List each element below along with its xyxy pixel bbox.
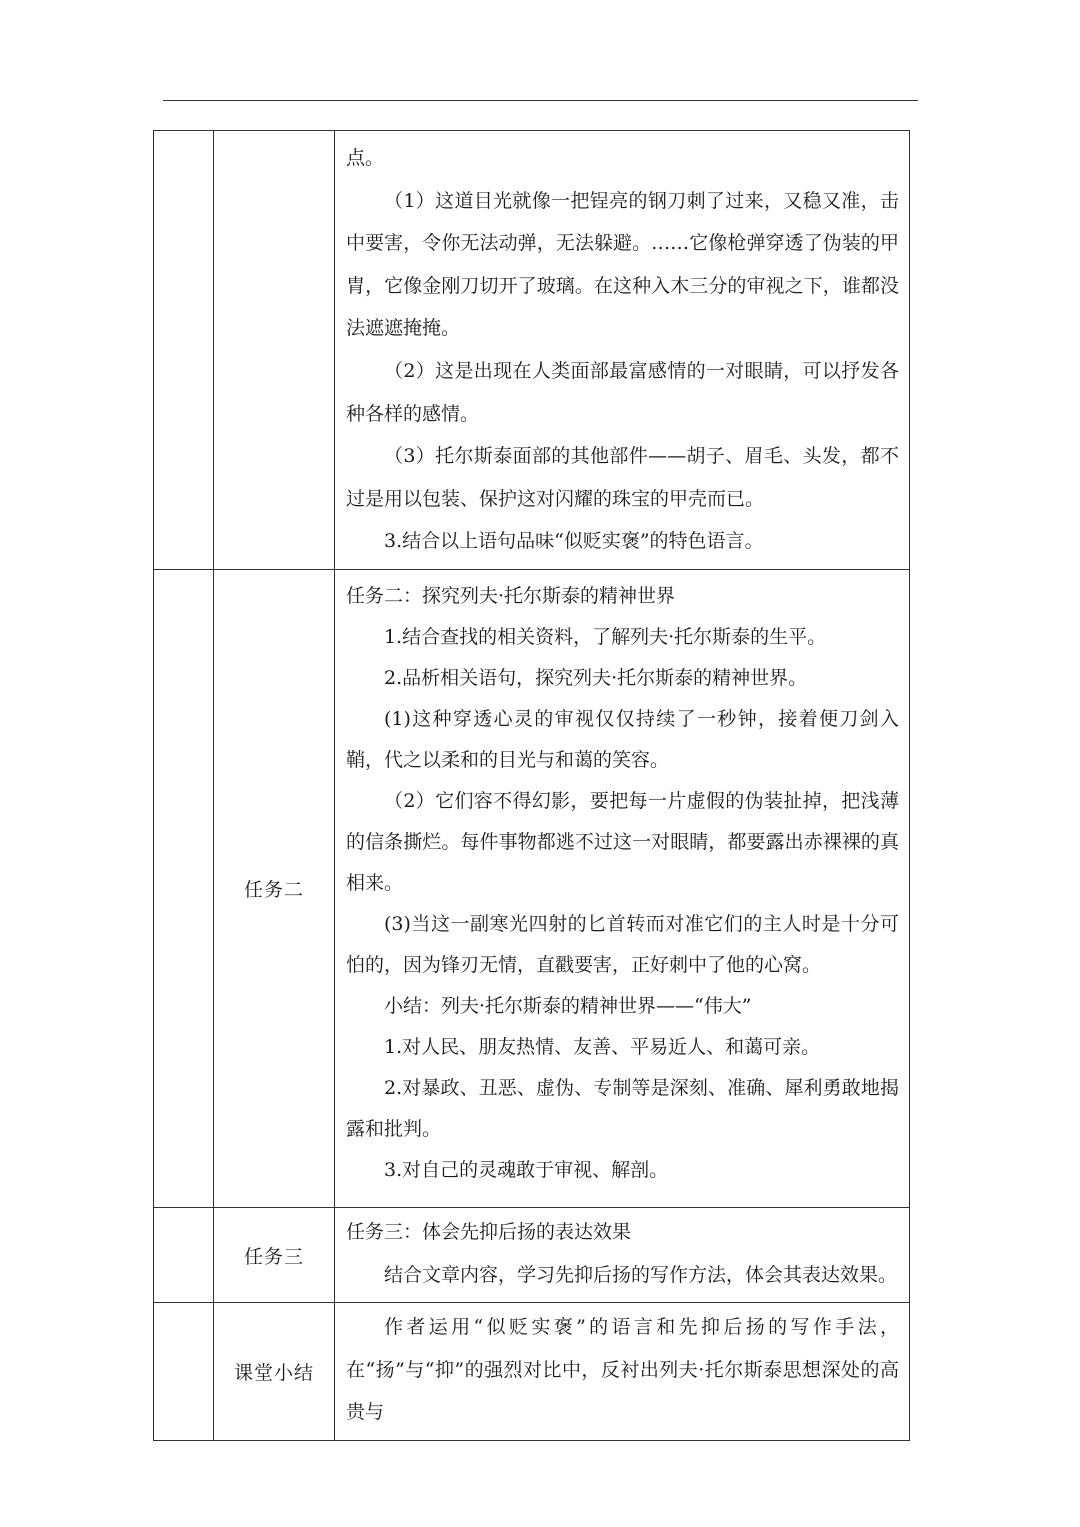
header-rule [163, 100, 918, 101]
paragraph: （1）这道目光就像一把锃亮的钢刀刺了过来，又稳又准，击中要害，令你无法动弹，无法躲避。……它像枪弹穿透了伪装的甲胄，它像金刚刀切开了玻璃。在这种入木三分的审视之下，谁都没法遮遮掩掩。 [346, 189, 899, 340]
paragraph: (1)这种穿透心灵的审视仅仅持续了一秒钟，接着便刀剑入鞘，代之以柔和的目光与和蔼的笑容。 [346, 707, 899, 771]
paragraph: 1.对人民、朋友热情、友善、平易近人、和蔼可亲。 [384, 1035, 821, 1058]
paragraph: 2.对暴政、丑恶、虚伪、专制等是深刻、准确、犀利勇敢地揭露和批判。 [346, 1076, 899, 1140]
paragraph: （3）托尔斯泰面部的其他部件——胡子、眉毛、头发，都不过是用以包装、保护这对闪耀的珠宝的甲壳而已。 [346, 445, 899, 510]
paragraph: (3)当这一副寒光四射的匕首转而对准它们的主人时是十分可怕的，因为锋刃无情，直戳要害，正好刺中了他的心窝。 [346, 912, 899, 976]
paragraph: 3.结合以上语句品味“似贬实褒”的特色语言。 [384, 530, 764, 553]
content-paragraphs [335, 1303, 909, 1440]
content-paragraphs [335, 1208, 909, 1302]
paragraph: 3.对自己的灵魂敢于审视、解剖。 [384, 1158, 669, 1181]
section-label-summary: 课堂小结 [214, 1303, 335, 1441]
paragraph: 小结：列夫·托尔斯泰的精神世界——“伟大” [384, 994, 752, 1017]
content-cell [335, 1207, 910, 1302]
paragraph: 任务三：体会先抑后扬的表达效果 [346, 1220, 632, 1243]
blank-cell [154, 569, 214, 1207]
lesson-plan-table [153, 130, 910, 1441]
section-label-task-two: 任务二 [214, 569, 335, 1207]
table-row-task-three [154, 1207, 910, 1302]
content-paragraphs [335, 131, 909, 569]
content-cell [335, 569, 910, 1207]
blank-cell [154, 1207, 214, 1302]
section-label-task-three: 任务三 [214, 1207, 335, 1302]
paragraph: （2）这是出现在人类面部最富感情的一对眼睛，可以抒发各种各样的感情。 [346, 359, 899, 425]
paragraph: 作者运用“似贬实褒”的语言和先抑后扬的写作手法，在“扬”与“抑”的强烈对比中，反衬出列夫·托尔斯泰思想深处的高贵与 [346, 1316, 899, 1424]
blank-cell [154, 131, 214, 570]
paragraph: 结合文章内容，学习先抑后扬的写作方法，体会其表达效果。 [384, 1263, 898, 1286]
content-cell [335, 1303, 910, 1441]
paragraph: 点。 [346, 147, 385, 169]
table-row-summary [154, 1303, 910, 1441]
blank-cell [154, 1303, 214, 1441]
content-paragraphs [335, 570, 909, 1197]
paragraph: （2）它们容不得幻影，要把每一片虚假的伪装扯掉，把浅薄的信条撕烂。每件事物都逃不过这一对眼睛，都要露出赤裸裸的真相来。 [346, 789, 899, 894]
content-cell [335, 131, 910, 570]
table-row-task-two [154, 569, 910, 1207]
paragraph: 1.结合查找的相关资料，了解列夫·托尔斯泰的生平。 [384, 625, 827, 648]
section-label [214, 131, 335, 570]
paragraph: 任务二：探究列夫·托尔斯泰的精神世界 [346, 584, 676, 607]
paragraph: 2.品析相关语句，探究列夫·托尔斯泰的精神世界。 [384, 666, 808, 689]
table-row-continuation [154, 131, 910, 570]
